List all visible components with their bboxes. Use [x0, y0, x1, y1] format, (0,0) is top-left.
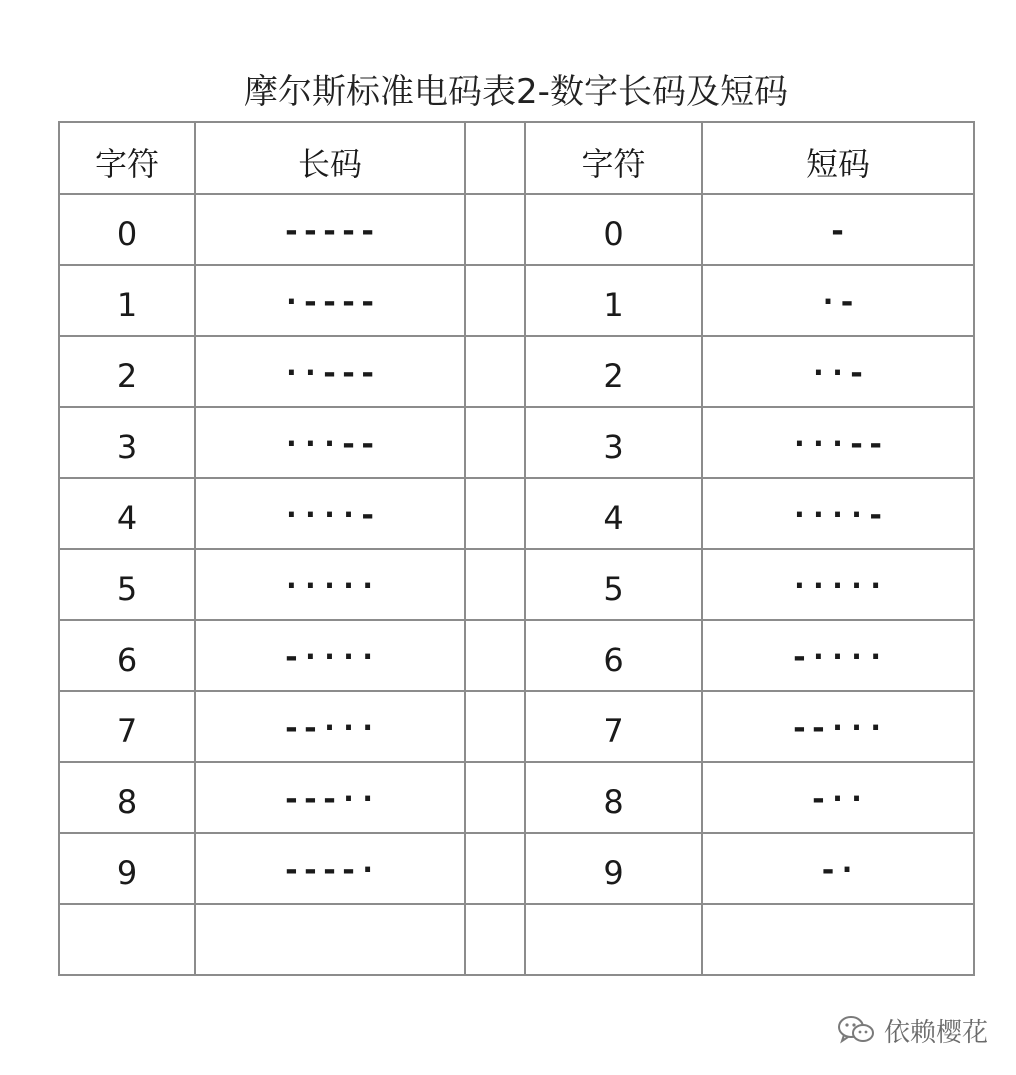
table-header-row [59, 122, 974, 194]
separator-column-cell [465, 265, 525, 336]
table-row [59, 194, 974, 265]
char-cell: 1 [59, 265, 195, 336]
table-row [59, 549, 974, 620]
char-cell: 6 [59, 620, 195, 691]
long-code-cell: ---·· [195, 762, 465, 833]
page-title: 摩尔斯标准电码表2-数字长码及短码 [244, 72, 788, 112]
char-cell: 2 [59, 336, 195, 407]
short-code-cell: ····· [702, 549, 974, 620]
long-code-cell: -···· [195, 620, 465, 691]
separator-column-cell [465, 478, 525, 549]
table-row [59, 407, 974, 478]
table-row-empty [59, 904, 974, 975]
separator-column-cell [465, 904, 525, 975]
char-cell: 5 [59, 549, 195, 620]
table-row [59, 833, 974, 904]
char-cell: 3 [525, 407, 702, 478]
table-row [59, 336, 974, 407]
separator-column-cell [465, 691, 525, 762]
long-code-cell: ----· [195, 833, 465, 904]
short-code-cell: --··· [702, 691, 974, 762]
wechat-icon [836, 1014, 876, 1046]
char-cell: 1 [525, 265, 702, 336]
char-cell: 2 [525, 336, 702, 407]
long-code-cell: ···-- [195, 407, 465, 478]
separator-column-cell [465, 407, 525, 478]
separator-column-cell [465, 833, 525, 904]
char-cell: 9 [59, 833, 195, 904]
watermark [836, 1012, 988, 1048]
char-cell: 4 [525, 478, 702, 549]
char-cell: 0 [525, 194, 702, 265]
separator-column-cell [465, 122, 525, 194]
long-code-cell: ·---- [195, 265, 465, 336]
header-char-right: 字符 [525, 122, 702, 194]
char-cell: 7 [59, 691, 195, 762]
short-code-cell: ····- [702, 478, 974, 549]
long-code-cell [195, 904, 465, 975]
char-cell: 4 [59, 478, 195, 549]
table-row [59, 620, 974, 691]
long-code-cell: ····- [195, 478, 465, 549]
header-short-code: 短码 [702, 122, 974, 194]
char-cell: 7 [525, 691, 702, 762]
short-code-cell: -···· [702, 620, 974, 691]
char-cell: 3 [59, 407, 195, 478]
separator-column-cell [465, 620, 525, 691]
char-cell: 8 [59, 762, 195, 833]
short-code-cell: ···-- [702, 407, 974, 478]
separator-column-cell [465, 336, 525, 407]
short-code-cell: ·- [702, 265, 974, 336]
separator-column-cell [465, 549, 525, 620]
long-code-cell: ----- [195, 194, 465, 265]
table-row [59, 478, 974, 549]
char-cell: 8 [525, 762, 702, 833]
char-cell: 9 [525, 833, 702, 904]
short-code-cell [702, 904, 974, 975]
morse-code-table [58, 121, 975, 976]
char-cell: 6 [525, 620, 702, 691]
short-code-cell: - [702, 194, 974, 265]
table-row [59, 762, 974, 833]
separator-column-cell [465, 194, 525, 265]
table-row [59, 265, 974, 336]
char-cell: 5 [525, 549, 702, 620]
long-code-cell: ····· [195, 549, 465, 620]
separator-column-cell [465, 762, 525, 833]
table-row [59, 691, 974, 762]
header-char-left: 字符 [59, 122, 195, 194]
short-code-cell: -· [702, 833, 974, 904]
char-cell [525, 904, 702, 975]
short-code-cell: -·· [702, 762, 974, 833]
long-code-cell: --··· [195, 691, 465, 762]
short-code-cell: ··- [702, 336, 974, 407]
header-long-code: 长码 [195, 122, 465, 194]
watermark-text: 依赖樱花 [884, 1017, 989, 1048]
char-cell: 0 [59, 194, 195, 265]
long-code-cell: ··--- [195, 336, 465, 407]
char-cell [59, 904, 195, 975]
